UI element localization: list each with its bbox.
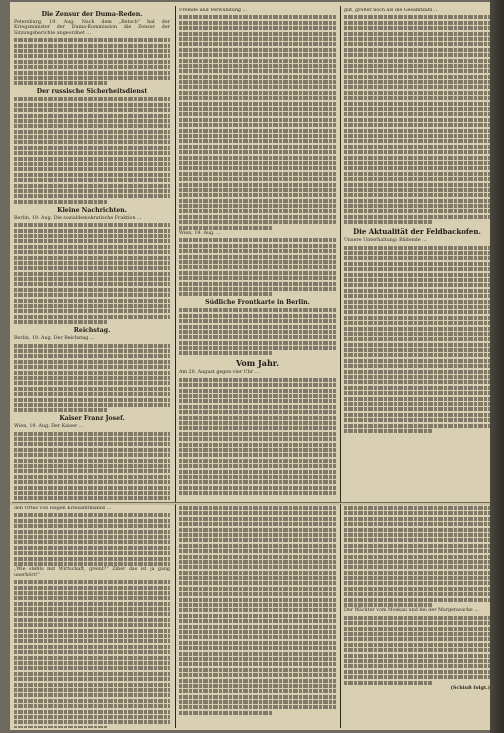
- article-heading: Die Zensur der Duma-Reden.: [41, 11, 143, 18]
- text-block: [344, 506, 490, 607]
- article-heading: Südliche Frontkarte in Berlin.: [205, 299, 310, 307]
- article-text: Berlin, 19. Aug. Die sozialdemokratische Fraktion ...: [14, 215, 142, 221]
- article-text: den Ortes von Hagen Kreisamtmanns ...: [14, 506, 112, 511]
- article-heading: Kleine Nachrichten.: [57, 206, 127, 214]
- article-heading: Reichstag.: [73, 327, 111, 335]
- article-text: Wien, 19. Aug. Der Kaiser ...: [14, 424, 84, 430]
- text-block: [179, 238, 336, 296]
- text-block: [344, 616, 490, 685]
- article-text: gut, größer noch als die Gesamtzahl ...: [344, 8, 439, 13]
- text-block: [14, 513, 170, 566]
- text-block: [14, 38, 170, 85]
- article-text: Petersburg, 19. Aug. Nach dem „Retsch“ hat der Kriegsminister der Duma-Kommission die Zensur der Sitzungsberichte angeordnet ...: [14, 20, 170, 36]
- column-3: [344, 8, 490, 500]
- column-1: [14, 8, 170, 500]
- article-heading: Die Aktualität der Feldbackofen.: [353, 227, 481, 237]
- continuation-note: (Schluß folgt.): [450, 684, 490, 691]
- article-heading: Der russische Sicherheitsdienst: [36, 88, 148, 96]
- bottom-column-1: [14, 506, 170, 728]
- column-divider: [340, 6, 341, 502]
- column-divider: [175, 6, 176, 502]
- text-block: [179, 378, 336, 495]
- text-block: [14, 580, 170, 728]
- bottom-column-2: [179, 506, 336, 728]
- article-text: Der Wächter vom Moskau und bei der Morgenwache ...: [344, 608, 479, 614]
- text-block: [179, 15, 336, 229]
- column-divider: [340, 504, 341, 728]
- column-divider: [175, 504, 176, 728]
- text-block: [344, 15, 490, 224]
- paper-fold: [10, 502, 494, 505]
- article-text: Wien, 19. Aug. ...: [179, 231, 221, 237]
- column-2: [179, 8, 336, 500]
- article-heading: Kaiser Franz Josef.: [59, 415, 125, 423]
- article-text: Fremde und Verwundung ...: [179, 8, 248, 13]
- text-block: [179, 308, 336, 355]
- text-block: [14, 223, 170, 324]
- article-text: „Wie stehts mit Wirtschaft, greint?“ Ziber das ist ja gang unerhört!“: [14, 567, 170, 578]
- article-text: Unsere Unterhaltung: Bildende ...: [344, 238, 427, 244]
- text-block: [14, 344, 170, 413]
- page-edge: [490, 0, 504, 733]
- article-text: Am 20. August gegen vier Uhr ...: [179, 370, 260, 376]
- text-block: [14, 97, 170, 203]
- article-heading: Vom Jahr.: [235, 358, 280, 369]
- text-block: [344, 246, 490, 433]
- newspaper-page: [10, 2, 494, 730]
- text-block: [14, 432, 170, 500]
- text-block: [179, 506, 336, 715]
- bottom-column-3: [344, 506, 490, 728]
- article-text: Berlin, 19. Aug. Der Reichstag ...: [14, 336, 95, 342]
